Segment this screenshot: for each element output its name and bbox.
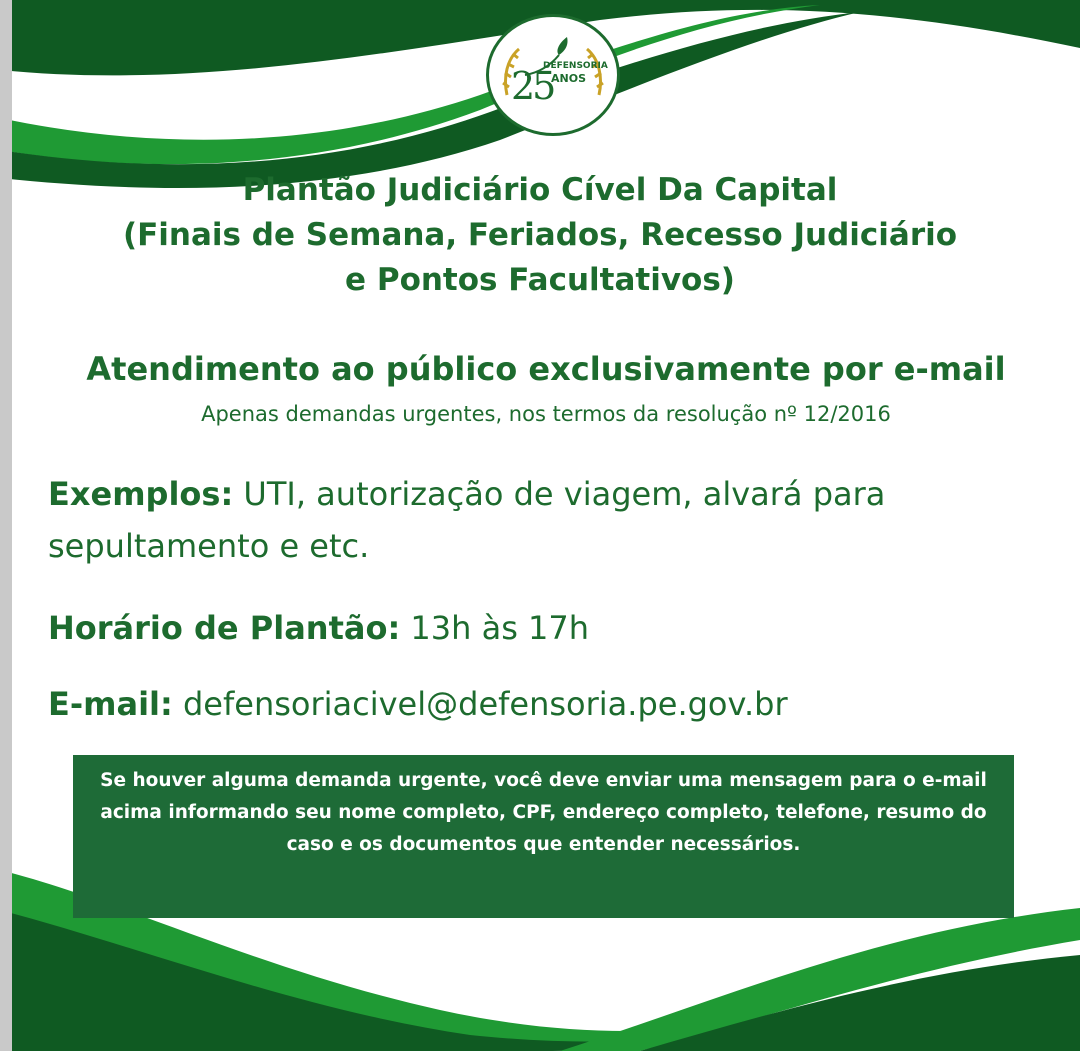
exemplos-value: UTI, autorização de viagem, alvará para sepultamento e etc.: [48, 475, 886, 565]
title-line-2: (Finais de Semana, Feriados, Recesso Judiciário: [122, 217, 958, 253]
urgent-notice-box: [73, 755, 1014, 918]
defensoria-25-anos-logo: [486, 14, 620, 136]
logo-number: 25: [511, 64, 554, 108]
title-line-3: e Pontos Facultativos): [345, 262, 735, 298]
logo-org-name: DEFENSORIA: [543, 61, 608, 71]
atendimento-heading: Atendimento ao público exclusivamente por e-mail: [86, 350, 1006, 388]
logo-anos: ANOS: [551, 72, 586, 85]
exemplos-label: Exemplos:: [48, 475, 234, 513]
urgent-notice-text: Se houver alguma demanda urgente, você deve enviar uma mensagem para o e-mail acima informando seu nome completo, CPF, endereço completo, telefone, resumo do caso e os documentos que entender necessários.: [100, 770, 987, 855]
horario-label: Horário de Plantão:: [48, 609, 401, 647]
email-label: E-mail:: [48, 685, 173, 723]
exemplos-line: [48, 468, 1048, 572]
horario-value: 13h às 17h: [400, 609, 590, 647]
horario-line: [48, 602, 589, 654]
email-address[interactable]: defensoriacivel@defensoria.pe.gov.br: [172, 685, 788, 723]
email-line: [48, 678, 788, 730]
atendimento-subheading: Apenas demandas urgentes, nos termos da resolução nº 12/2016: [201, 402, 891, 426]
left-edge-strip: [0, 0, 12, 1051]
page-title: [0, 168, 1080, 303]
title-line-1: Plantão Judiciário Cível Da Capital: [242, 172, 838, 208]
